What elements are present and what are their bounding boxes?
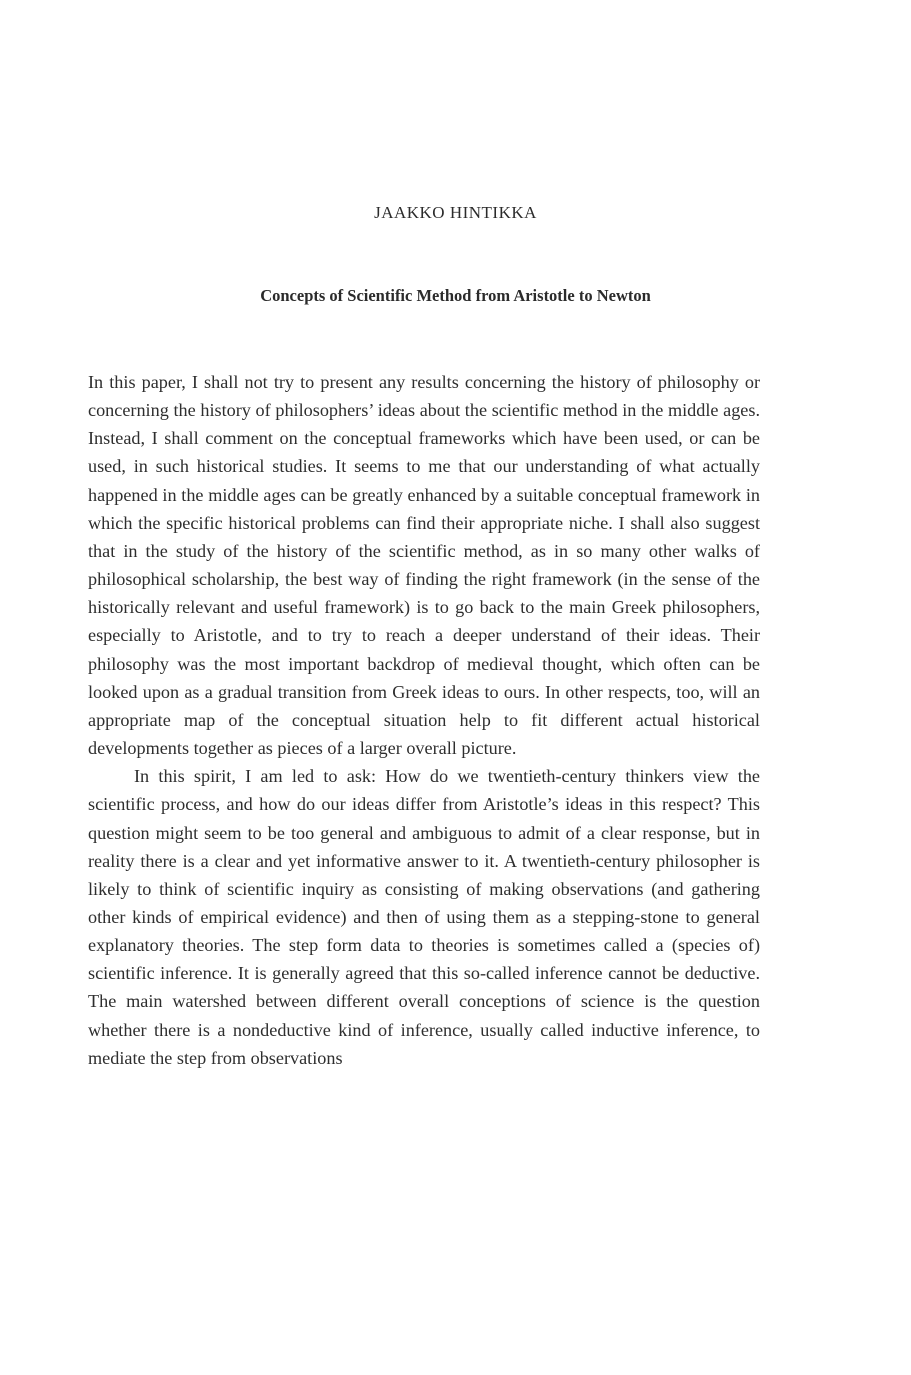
paragraph-2: In this spirit, I am led to ask: How do we twentieth-century thinkers view the scientific process, and how do our ideas differ from Aristotle’s ideas in this respect? This question might seem to be too general and ambiguous to admit of a clear response, but in reality there is a clear and yet informative answer to it. A twentieth-century philosopher is likely to think of scientific inquiry as consisting of making observations (and gathering other kinds of empirical evidence) and then of using them as a stepping-stone to general explanatory theories. The step form data to theories is sometimes called a (species of) scientific inference. It is generally agreed that this so-called inference cannot be deductive. The main watershed between different overall conceptions of science is the question whether there is a nondeductive kind of inference, usually called inductive inference, to mediate the step from observations [88, 766, 760, 1068]
paragraph-1: In this paper, I shall not try to present any results concerning the history of philosophy or concerning the history of philosophers’ ideas about the scientific method in the middle ages. Instead, I shall comment on the conceptual frameworks which have been used, or can be used, in such historical studies. It seems to me that our understanding of what actually happened in the middle ages can be greatly enhanced by a suitable conceptual framework in which the specific historical problems can find their appropriate niche. I shall also suggest that in the study of the history of the scientific method, as in so many other walks of philosophical scholarship, the best way of finding the right framework (in the sense of the historically relevant and useful framework) is to go back to the main Greek philosophers, especially to Aristotle, and to try to reach a deeper understand of their ideas. Their philosophy was the most important backdrop of medieval thought, which often can be looked upon as a gradual transition from Greek ideas to ours. In other respects, too, will an appropriate map of the conceptual situation help to fit different actual historical developments together as pieces of a larger overall picture. [88, 372, 760, 759]
body-text [88, 368, 760, 1072]
author-name: JAAKKO HINTIKKA [374, 203, 537, 222]
paper-title: Concepts of Scientific Method from Aristotle to Newton [260, 286, 651, 305]
